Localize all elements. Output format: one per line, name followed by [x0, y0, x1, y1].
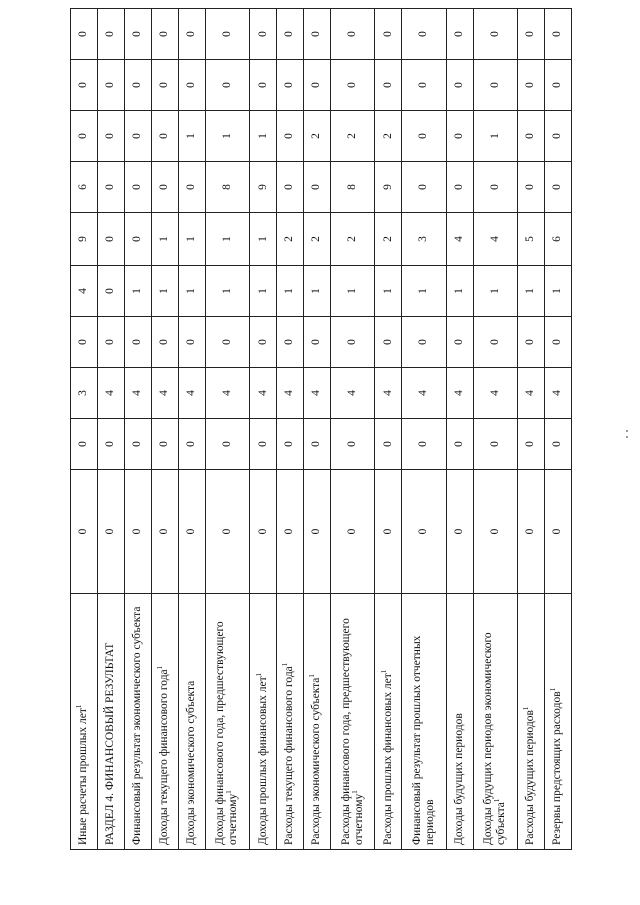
account-name-cell	[151, 594, 178, 850]
code-digit-cell: 0	[517, 162, 544, 213]
table-row	[124, 9, 151, 850]
code-digit-cell: 0	[178, 60, 205, 111]
code-digit-cell: 0	[303, 162, 330, 213]
code-digit-cell: 0	[151, 470, 178, 594]
code-digit-cell: 0	[446, 60, 473, 111]
code-digit-cell: 0	[151, 9, 178, 60]
code-digit-cell: 0	[124, 162, 151, 213]
code-digit-cell: 0	[402, 317, 446, 368]
code-digit-cell: 0	[303, 60, 330, 111]
account-name: Доходы будущих периодов экономического субъекта	[482, 632, 508, 845]
footnote-mark: 1	[254, 672, 263, 677]
code-digit-cell: 0	[97, 470, 124, 594]
code-digit-cell: 2	[330, 111, 374, 162]
code-digit-cell: 0	[446, 470, 473, 594]
table-row	[178, 9, 205, 850]
scan-mark	[626, 436, 628, 438]
code-digit-cell: 2	[303, 213, 330, 266]
code-digit-cell: 0	[71, 419, 98, 470]
code-digit-cell: 0	[124, 419, 151, 470]
account-name: Расходы экономического субъекта	[310, 677, 323, 845]
code-digit-cell: 0	[97, 60, 124, 111]
code-digit-cell: 0	[178, 470, 205, 594]
code-digit-cell: 0	[71, 470, 98, 594]
code-digit-cell: 0	[330, 60, 374, 111]
code-digit-cell: 0	[446, 9, 473, 60]
table-row	[97, 9, 124, 850]
code-digit-cell: 0	[205, 317, 249, 368]
code-digit-cell: 0	[276, 60, 303, 111]
code-digit-cell: 0	[205, 9, 249, 60]
code-digit-cell: 3	[71, 368, 98, 419]
code-digit-cell: 0	[205, 419, 249, 470]
code-digit-cell: 0	[250, 9, 277, 60]
code-digit-cell: 0	[178, 317, 205, 368]
code-digit-cell: 0	[517, 470, 544, 594]
code-digit-cell: 0	[473, 317, 517, 368]
code-digit-cell: 0	[330, 470, 374, 594]
account-name-cell	[544, 594, 571, 850]
code-digit-cell: 1	[205, 213, 249, 266]
code-digit-cell: 1	[303, 266, 330, 317]
code-digit-cell: 9	[71, 213, 98, 266]
account-name-cell	[124, 594, 151, 850]
code-digit-cell: 6	[544, 213, 571, 266]
table-body	[71, 9, 572, 850]
code-digit-cell: 1	[473, 266, 517, 317]
code-digit-cell: 0	[517, 111, 544, 162]
footnote-mark: 1	[156, 665, 165, 670]
code-digit-cell: 0	[517, 9, 544, 60]
code-digit-cell: 9	[375, 162, 402, 213]
code-digit-cell: 0	[446, 317, 473, 368]
table-row	[151, 9, 178, 850]
code-digit-cell: 0	[446, 419, 473, 470]
code-digit-cell: 1	[544, 266, 571, 317]
code-digit-cell: 0	[544, 111, 571, 162]
code-digit-cell: 0	[151, 60, 178, 111]
code-digit-cell: 3	[402, 213, 446, 266]
code-digit-cell: 1	[250, 213, 277, 266]
code-digit-cell: 0	[303, 470, 330, 594]
code-digit-cell: 4	[303, 368, 330, 419]
table-row	[303, 9, 330, 850]
code-digit-cell: 0	[250, 470, 277, 594]
code-digit-cell: 0	[276, 470, 303, 594]
code-digit-cell: 8	[330, 162, 374, 213]
code-digit-cell: 2	[375, 111, 402, 162]
code-digit-cell: 1	[517, 266, 544, 317]
code-digit-cell: 6	[71, 162, 98, 213]
code-digit-cell: 4	[446, 368, 473, 419]
footnote-mark: 1	[379, 669, 388, 674]
code-digit-cell: 0	[71, 9, 98, 60]
footnote-mark: 1	[549, 687, 558, 692]
code-digit-cell: 0	[178, 162, 205, 213]
code-digit-cell: 5	[517, 213, 544, 266]
code-digit-cell: 0	[544, 317, 571, 368]
code-digit-cell: 0	[276, 419, 303, 470]
code-digit-cell: 0	[517, 419, 544, 470]
code-digit-cell: 4	[97, 368, 124, 419]
account-name: РАЗДЕЛ 4. ФИНАНСОВЫЙ РЕЗУЛЬТАТ	[104, 642, 117, 845]
code-digit-cell: 0	[97, 317, 124, 368]
code-digit-cell: 4	[402, 368, 446, 419]
account-name: Расходы будущих периодов	[524, 710, 537, 845]
code-digit-cell: 0	[151, 419, 178, 470]
code-digit-cell: 0	[517, 60, 544, 111]
code-digit-cell: 0	[330, 317, 374, 368]
code-digit-cell: 0	[402, 60, 446, 111]
code-digit-cell: 0	[473, 9, 517, 60]
code-digit-cell: 4	[71, 266, 98, 317]
code-digit-cell: 0	[446, 162, 473, 213]
footnote-mark: 1	[522, 706, 531, 711]
account-name-cell	[402, 594, 446, 850]
code-digit-cell: 0	[151, 162, 178, 213]
footnote-mark: 1	[225, 790, 234, 794]
code-digit-cell: 0	[402, 419, 446, 470]
account-name-cell	[71, 594, 98, 850]
code-digit-cell: 1	[473, 111, 517, 162]
account-name-cell	[303, 594, 330, 850]
table-row	[446, 9, 473, 850]
account-name: Финансовый результат экономического субъекта	[131, 606, 144, 845]
code-digit-cell: 4	[544, 368, 571, 419]
table-row	[517, 9, 544, 850]
code-digit-cell: 1	[276, 266, 303, 317]
code-digit-cell: 0	[250, 419, 277, 470]
account-name-cell	[250, 594, 277, 850]
table-row	[71, 9, 98, 850]
code-digit-cell: 9	[250, 162, 277, 213]
code-digit-cell: 0	[544, 419, 571, 470]
account-name: Доходы прошлых финансовых лет	[256, 676, 269, 845]
code-digit-cell: 0	[276, 317, 303, 368]
code-digit-cell: 0	[517, 317, 544, 368]
code-digit-cell: 4	[446, 213, 473, 266]
code-digit-cell: 0	[375, 419, 402, 470]
code-digit-cell: 0	[473, 162, 517, 213]
code-digit-cell: 0	[71, 317, 98, 368]
code-digit-cell: 0	[97, 111, 124, 162]
table-row	[473, 9, 517, 850]
account-name-cell	[330, 594, 374, 850]
code-digit-cell: 4	[473, 368, 517, 419]
code-digit-cell: 0	[124, 470, 151, 594]
code-digit-cell: 0	[446, 111, 473, 162]
code-digit-cell: 0	[97, 266, 124, 317]
table-row	[250, 9, 277, 850]
code-digit-cell: 1	[178, 266, 205, 317]
account-name-cell	[205, 594, 249, 850]
scan-mark	[626, 430, 628, 432]
code-digit-cell: 0	[473, 419, 517, 470]
code-digit-cell: 0	[151, 111, 178, 162]
rotated-table-container	[70, 31, 572, 850]
code-digit-cell: 1	[124, 266, 151, 317]
table-row	[205, 9, 249, 850]
code-digit-cell: 0	[303, 9, 330, 60]
code-digit-cell: 0	[178, 9, 205, 60]
code-digit-cell: 0	[330, 419, 374, 470]
code-digit-cell: 0	[402, 470, 446, 594]
code-digit-cell: 4	[205, 368, 249, 419]
code-digit-cell: 0	[97, 162, 124, 213]
code-digit-cell: 0	[402, 111, 446, 162]
account-codes-table	[70, 8, 572, 850]
code-digit-cell: 0	[71, 111, 98, 162]
code-digit-cell: 4	[375, 368, 402, 419]
code-digit-cell: 0	[473, 470, 517, 594]
code-digit-cell: 2	[276, 213, 303, 266]
account-name: Доходы будущих периодов	[453, 713, 466, 845]
code-digit-cell: 1	[205, 111, 249, 162]
code-digit-cell: 4	[473, 213, 517, 266]
table-row	[276, 9, 303, 850]
code-digit-cell: 0	[178, 419, 205, 470]
code-digit-cell: 0	[544, 162, 571, 213]
footnote-mark: 1	[350, 790, 359, 794]
code-digit-cell: 0	[151, 317, 178, 368]
code-digit-cell: 4	[330, 368, 374, 419]
code-digit-cell: 0	[375, 9, 402, 60]
code-digit-cell: 0	[375, 60, 402, 111]
code-digit-cell: 0	[97, 419, 124, 470]
table-row	[402, 9, 446, 850]
account-name-cell	[178, 594, 205, 850]
code-digit-cell: 1	[330, 266, 374, 317]
code-digit-cell: 0	[544, 470, 571, 594]
code-digit-cell: 0	[124, 9, 151, 60]
code-digit-cell: 1	[250, 266, 277, 317]
code-digit-cell: 4	[178, 368, 205, 419]
account-name-cell	[375, 594, 402, 850]
code-digit-cell: 4	[151, 368, 178, 419]
code-digit-cell: 1	[375, 266, 402, 317]
code-digit-cell: 0	[375, 470, 402, 594]
footnote-mark: 1	[493, 798, 502, 803]
code-digit-cell: 0	[375, 317, 402, 368]
code-digit-cell: 0	[402, 9, 446, 60]
code-digit-cell: 4	[124, 368, 151, 419]
code-digit-cell: 1	[151, 266, 178, 317]
code-digit-cell: 1	[402, 266, 446, 317]
account-name: Резервы предстоящих расходов	[551, 691, 564, 845]
account-name: Иные расчеты прошлых лет	[77, 708, 90, 845]
code-digit-cell: 0	[544, 9, 571, 60]
footnote-mark: 1	[308, 674, 317, 678]
account-name: Расходы текущего финансового года	[283, 666, 296, 845]
code-digit-cell: 0	[250, 317, 277, 368]
account-name-cell	[517, 594, 544, 850]
code-digit-cell: 1	[178, 213, 205, 266]
account-name: Финансовый результат прошлых отчетных периодов	[410, 635, 436, 845]
code-digit-cell: 0	[71, 60, 98, 111]
code-digit-cell: 0	[205, 470, 249, 594]
table-row	[330, 9, 374, 850]
account-name: Доходы экономического субъекта	[185, 680, 198, 845]
code-digit-cell: 4	[517, 368, 544, 419]
account-name: Расходы прошлых финансовых лет	[381, 673, 394, 845]
code-digit-cell: 1	[151, 213, 178, 266]
footnote-mark: 1	[75, 704, 84, 709]
code-digit-cell: 0	[97, 213, 124, 266]
code-digit-cell: 0	[276, 111, 303, 162]
code-digit-cell: 0	[544, 60, 571, 111]
code-digit-cell: 0	[205, 60, 249, 111]
account-name-cell	[276, 594, 303, 850]
code-digit-cell: 1	[446, 266, 473, 317]
account-name: Доходы текущего финансового года	[158, 669, 171, 845]
code-digit-cell: 4	[276, 368, 303, 419]
code-digit-cell: 1	[178, 111, 205, 162]
table-row	[544, 9, 571, 850]
code-digit-cell: 0	[250, 60, 277, 111]
account-name: Доходы финансового года, предшествующего отчетному	[214, 621, 240, 845]
code-digit-cell: 0	[124, 60, 151, 111]
code-digit-cell: 0	[276, 162, 303, 213]
code-digit-cell: 1	[250, 111, 277, 162]
code-digit-cell: 0	[402, 162, 446, 213]
code-digit-cell: 8	[205, 162, 249, 213]
code-digit-cell: 0	[124, 317, 151, 368]
footnote-mark: 1	[281, 662, 290, 667]
account-name: Расходы финансового года, предшествующего отчетному	[339, 618, 365, 845]
code-digit-cell: 2	[375, 213, 402, 266]
account-name-cell	[473, 594, 517, 850]
code-digit-cell: 4	[250, 368, 277, 419]
code-digit-cell: 1	[205, 266, 249, 317]
code-digit-cell: 2	[330, 213, 374, 266]
code-digit-cell: 0	[276, 9, 303, 60]
code-digit-cell: 0	[97, 9, 124, 60]
account-name-cell	[97, 594, 124, 850]
code-digit-cell: 0	[473, 60, 517, 111]
code-digit-cell: 2	[303, 111, 330, 162]
table-row	[375, 9, 402, 850]
code-digit-cell: 0	[330, 9, 374, 60]
code-digit-cell: 0	[303, 419, 330, 470]
code-digit-cell: 0	[124, 213, 151, 266]
account-name-cell	[446, 594, 473, 850]
code-digit-cell: 0	[303, 317, 330, 368]
code-digit-cell: 0	[124, 111, 151, 162]
